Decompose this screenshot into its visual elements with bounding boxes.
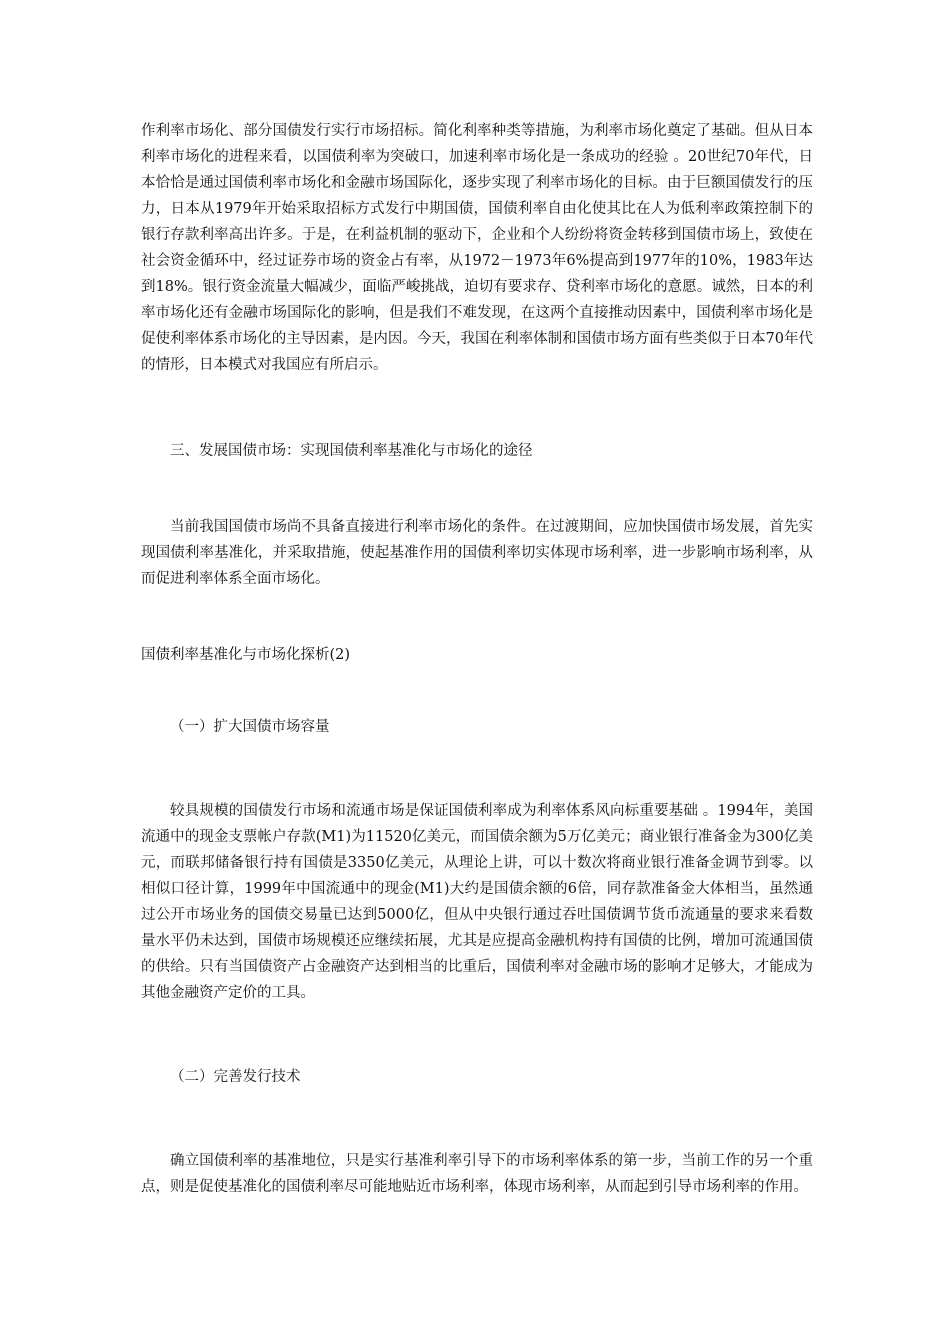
paragraph-transition: 当前我国国债市场尚不具备直接进行利率市场化的条件。在过渡期间，应加快国债市场发展，首先实现国债利率基准化，并采取措施，使起基准作用的国债利率切实体现市场利率，进一步影响市场利率，从而促进利率体系全面市场化。 — [141, 519, 813, 587]
spacer — [141, 740, 813, 798]
paragraph-benchmark-rate: 确立国债利率的基准地位，只是实行基准利率引导下的市场利率体系的第一步，当前工作的另一个重点，则是促使基准化的国债利率尽可能地贴近市场利率，体现市场利率，从而起到引导市场利率的作用。 — [141, 1153, 813, 1195]
article-title-part-2: 国债利率基准化与市场化探析(2) — [141, 647, 351, 663]
subheading-issuance-technique: （二）完善发行技术 — [170, 1069, 301, 1085]
spacer — [141, 592, 813, 642]
section-heading-three: 三、发展国债市场：实现国债利率基准化与市场化的途径 — [170, 443, 533, 459]
spacer — [141, 668, 813, 714]
subheading-expand-capacity: （一）扩大国债市场容量 — [170, 719, 330, 735]
document-page — [141, 118, 813, 1200]
spacer — [141, 1006, 813, 1064]
spacer — [141, 464, 813, 514]
spacer — [141, 1090, 813, 1148]
spacer — [141, 378, 813, 438]
paragraph-japan-experience: 作利率市场化、部分国债发行实行市场招标。简化利率种类等措施，为利率市场化奠定了基础。但从日本利率市场化的进程来看，以国债利率为突破口，加速利率市场化是一条成功的经验 。20世纪70年代，日本恰恰是通过国债利率市场化和金融市场国际化，逐步实现了利率市场化的目标。由于巨额国债发行的压力，日本从1979年开始采取招标方式发行中期国债，国债利率自由化使其比在人为低利率政策控制下的银行存款利率高出许多。于是，在利益机制的驱动下，企业和个人纷纷将资金转移到国债市场上，致使在社会资金循环中，经过证券市场的资金占有率，从1972－1973年6%提高到1977年的10%，1983年达到18%。银行资金流量大幅减少，面临严峻挑战，迫切有要求存、贷利率市场化的意愿。诚然，日本的利率市场化还有金融市场国际化的影响，但是我们不难发现，在这两个直接推动因素中，国债利率市场化是促使利率体系市场化的主导因素，是内因。今天，我国在利率体制和国债市场方面有些类似于日本70年代的情形，日本模式对我国应有所启示。 — [141, 123, 813, 373]
paragraph-market-scale: 较具规模的国债发行市场和流通市场是保证国债利率成为利率体系风向标重要基础 。1994年，美国流通中的现金支票帐户存款(M1)为11520亿美元，而国债余额为5万亿美元；商业银行准备金为300亿美元，而联邦储备银行持有国债是3350亿美元，从理论上讲，可以十数次将商业银行准备金调节到零。以相似口径计算，1999年中国流通中的现金(M1)大约是国债余额的6倍，同存款准备金大体相当，虽然通过公开市场业务的国债交易量已达到5000亿，但从中央银行通过吞吐国债调节货币流通量的要求来看数量水平仍未达到，国债市场规模还应继续拓展，尤其是应提高金融机构持有国债的比例，增加可流通国债的供给。只有当国债资产占金融资产达到相当的比重后，国债利率对金融市场的影响才足够大，才能成为其他金融资产定价的工具。 — [141, 803, 813, 1001]
